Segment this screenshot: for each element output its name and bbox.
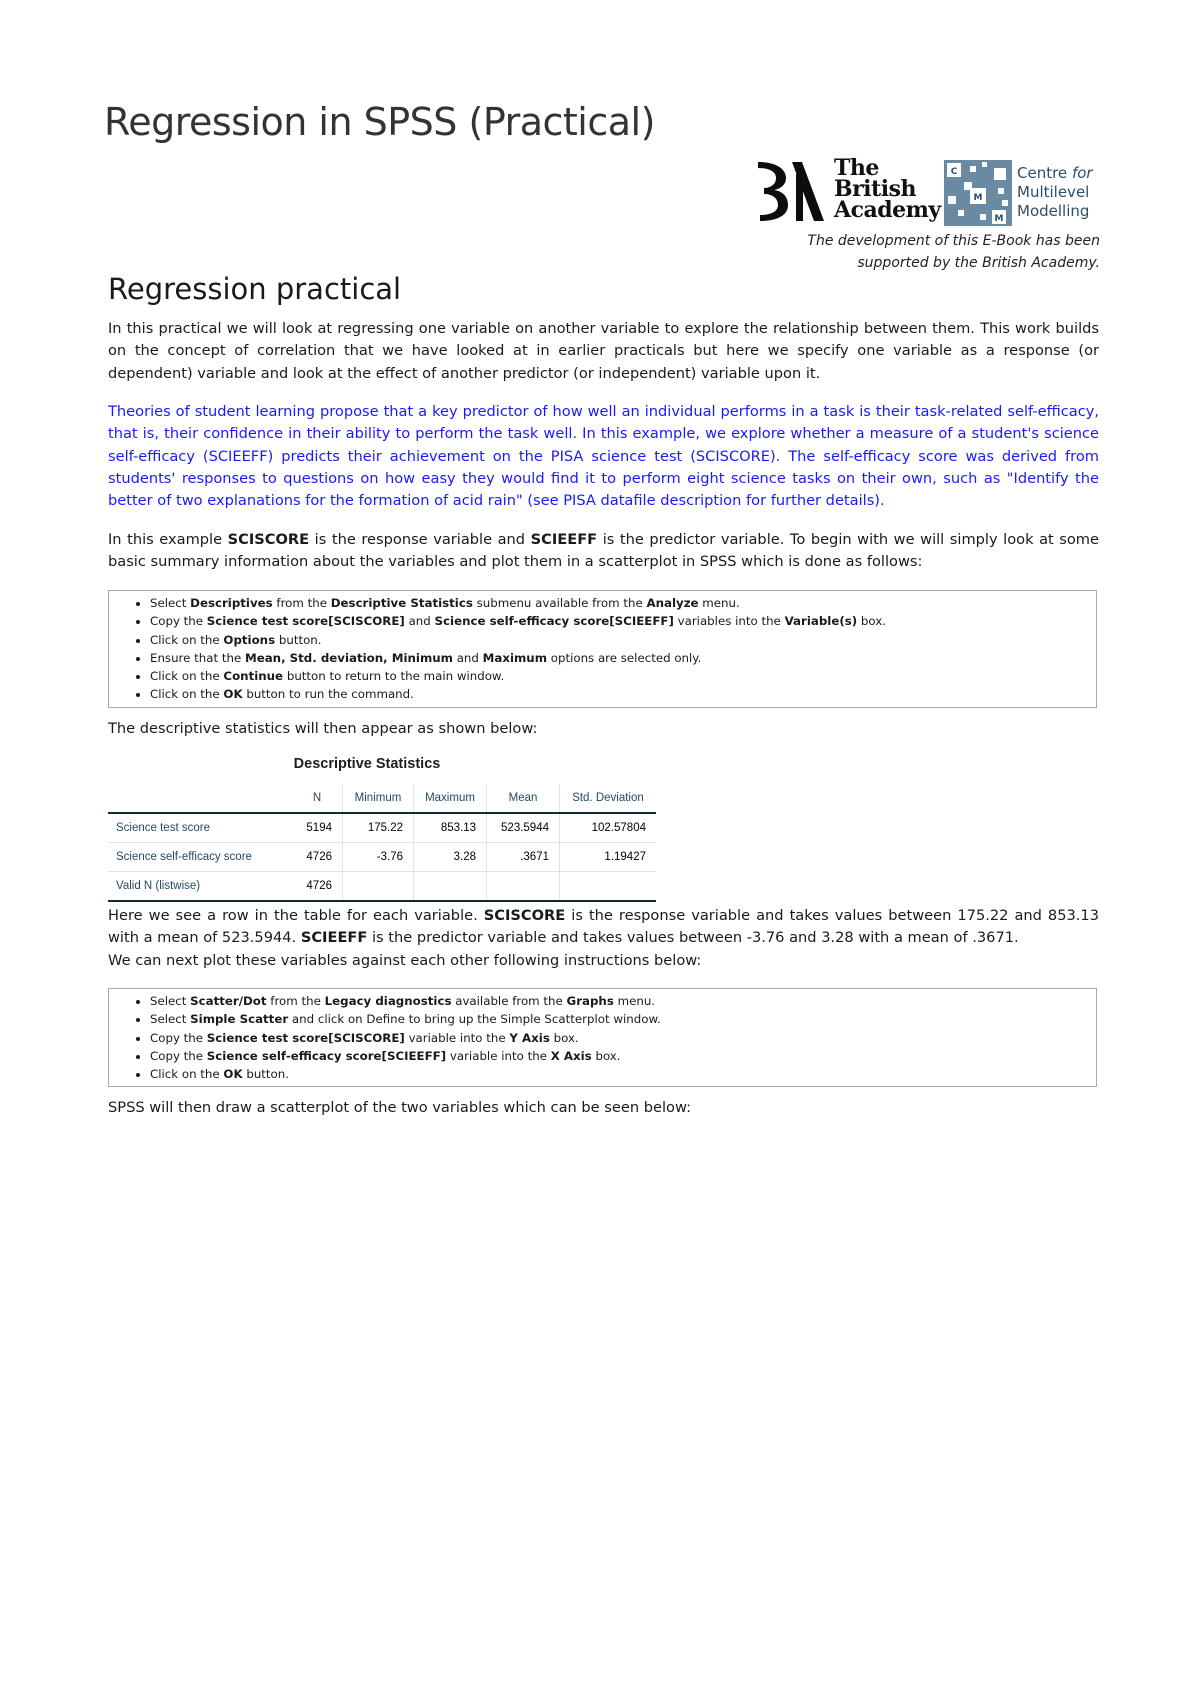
descriptives-instructions-list: [109, 594, 1096, 704]
example-paragraph: [108, 529, 1099, 574]
cell-std-deviation: 1.19427: [560, 843, 657, 872]
theory-paragraph: Theories of student learning propose that a key predictor of how well an individual performs in a task is their task-related self-efficacy, that is, their confidence in their ability to perform the task well. In this example, we explore whether a measure of a student's science self-efficacy (SCIEEFF) predicts their achievement on the PISA science test (SCISCORE). The self-efficacy score was derived from students' responses to questions on how easy they would find it to perform eight science tasks on their own, such as "Identify the better of two explanations for the formation of acid rain" (see PISA datafile description for further details).: [108, 403, 1099, 510]
logo-caption-line1: The development of this E-Book has been: [807, 233, 1100, 249]
cmm-letter-m1: M: [973, 193, 983, 203]
row-label: Science test score: [108, 813, 292, 843]
instruction-item: • Copy the Science test score[SCISCORE] variable into the Y Axis box.: [150, 1029, 1096, 1047]
sponsor-logos: [756, 155, 1100, 224]
interp-bold-sciscore: SCISCORE: [483, 907, 566, 924]
descriptives-intro: The descriptive statistics will then appear as shown below:: [108, 720, 538, 737]
cmm-for: for: [1071, 164, 1093, 182]
interp-text-2: is the predictor variable and takes values between -3.76 and 3.28 with a mean of .3671.: [367, 929, 1019, 947]
cell-mean: .3671: [487, 843, 560, 872]
col-header-n: N: [292, 784, 343, 813]
logo-caption-line2: supported by the British Academy.: [857, 255, 1100, 271]
british-academy-wordmark: [834, 155, 941, 223]
cell-maximum: 853.13: [414, 813, 487, 843]
cell-maximum: 3.28: [414, 843, 487, 872]
row-label: Valid N (listwise): [108, 872, 292, 902]
cell-std-deviation: 102.57804: [560, 813, 657, 843]
instruction-item: • Copy the Science self-efficacy score[SCIEEFF] variable into the X Axis box.: [150, 1047, 1096, 1065]
interp-lead: Here we see a row in the table for each variable.: [108, 907, 484, 924]
col-header-mean: Mean: [487, 784, 560, 813]
scatter-instructions-box: [108, 988, 1097, 1087]
example-text-1: In this example: [108, 531, 228, 548]
cell-mean: 523.5944: [487, 813, 560, 843]
col-header-minimum: Minimum: [343, 784, 414, 813]
cell-maximum: [414, 872, 487, 902]
table-corner: [108, 784, 292, 813]
table-row: [108, 813, 656, 843]
cell-minimum: [343, 872, 414, 902]
instruction-item: • Click on the OK button.: [150, 1065, 1096, 1083]
cell-n: 4726: [292, 843, 343, 872]
cmm-wordmark: [1017, 164, 1093, 221]
instruction-item: • Click on the Options button.: [150, 631, 1096, 649]
cell-n: 4726: [292, 872, 343, 902]
table-header-row: [108, 784, 656, 813]
instruction-item: • Ensure that the Mean, Std. deviation, Minimum and Maximum options are selected only.: [150, 649, 1096, 667]
instruction-item: • Select Simple Scatter and click on Define to bring up the Simple Scatterplot window.: [150, 1010, 1096, 1028]
instruction-item: • Click on the OK button to run the command.: [150, 685, 1096, 703]
example-bold-sciscore: SCISCORE: [227, 531, 310, 548]
cmm-multilevel: Multilevel: [1017, 183, 1090, 201]
col-header-std-deviation: Std. Deviation: [560, 784, 657, 813]
example-bold-scieeff: SCIEEFF: [530, 531, 598, 548]
descriptives-instructions-box: [108, 590, 1097, 708]
british-academy-mark-icon: [756, 160, 826, 222]
cell-minimum: 175.22: [343, 813, 414, 843]
next-plot-text: We can next plot these variables against each other following instructions below:: [108, 951, 702, 969]
cell-mean: [487, 872, 560, 902]
document-title: Regression in SPSS (Practical): [104, 100, 655, 144]
col-header-maximum: Maximum: [414, 784, 487, 813]
row-label: Science self-efficacy score: [108, 843, 292, 872]
ba-word-british: British: [834, 176, 916, 202]
logo-caption: [780, 230, 1100, 274]
cmm-centre: Centre: [1017, 164, 1068, 182]
instruction-item: • Select Descriptives from the Descriptive Statistics submenu available from the Analyze menu.: [150, 594, 1096, 612]
cell-std-deviation: [560, 872, 657, 902]
cell-n: 5194: [292, 813, 343, 843]
cmm-letter-m2: M: [994, 214, 1004, 224]
cmm-letter-c: C: [950, 167, 958, 177]
cmm-modelling: Modelling: [1017, 202, 1090, 220]
cmm-grid-logo-icon: [944, 160, 1012, 226]
example-text-3: is the predictor variable. To begin with we will simply look at some basic summary information about the variables and plot them in a scatterplot in SPSS which is done as follows:: [108, 531, 1100, 571]
intro-paragraph: In this practical we will look at regressing one variable on another variable to explore the relationship between them. This work builds on the concept of correlation that we have looked at in earlier practicals but here we specify one variable as a response (or dependent) variable and look at the effect of another predictor (or independent) variable upon it.: [108, 320, 1099, 382]
descriptive-statistics-table: [108, 784, 656, 902]
descriptive-statistics-title: Descriptive Statistics: [293, 756, 441, 772]
cell-minimum: -3.76: [343, 843, 414, 872]
scatter-intro: SPSS will then draw a scatterplot of the two variables which can be seen below:: [108, 1099, 692, 1116]
instruction-item: • Copy the Science test score[SCISCORE] and Science self-efficacy score[SCIEEFF] variables into the Variable(s) box.: [150, 612, 1096, 630]
instruction-item: • Select Scatter/Dot from the Legacy diagnostics available from the Graphs menu.: [150, 992, 1096, 1010]
interpretation-paragraph: [108, 905, 1099, 972]
interp-text-1: is the response variable and takes values between 175.22 and 853.13 with a mean of 523.5944.: [108, 907, 1099, 947]
ba-word-the: The: [834, 155, 879, 181]
ba-word-academy: Academy: [834, 197, 941, 223]
scatter-instructions-list: [109, 992, 1096, 1083]
interp-bold-scieeff: SCIEEFF: [300, 929, 368, 947]
example-text-2: is the response variable and: [309, 531, 531, 548]
table-row: [108, 872, 656, 902]
instruction-item: • Click on the Continue button to return to the main window.: [150, 667, 1096, 685]
section-title: Regression practical: [108, 272, 402, 306]
table-row: [108, 843, 656, 872]
